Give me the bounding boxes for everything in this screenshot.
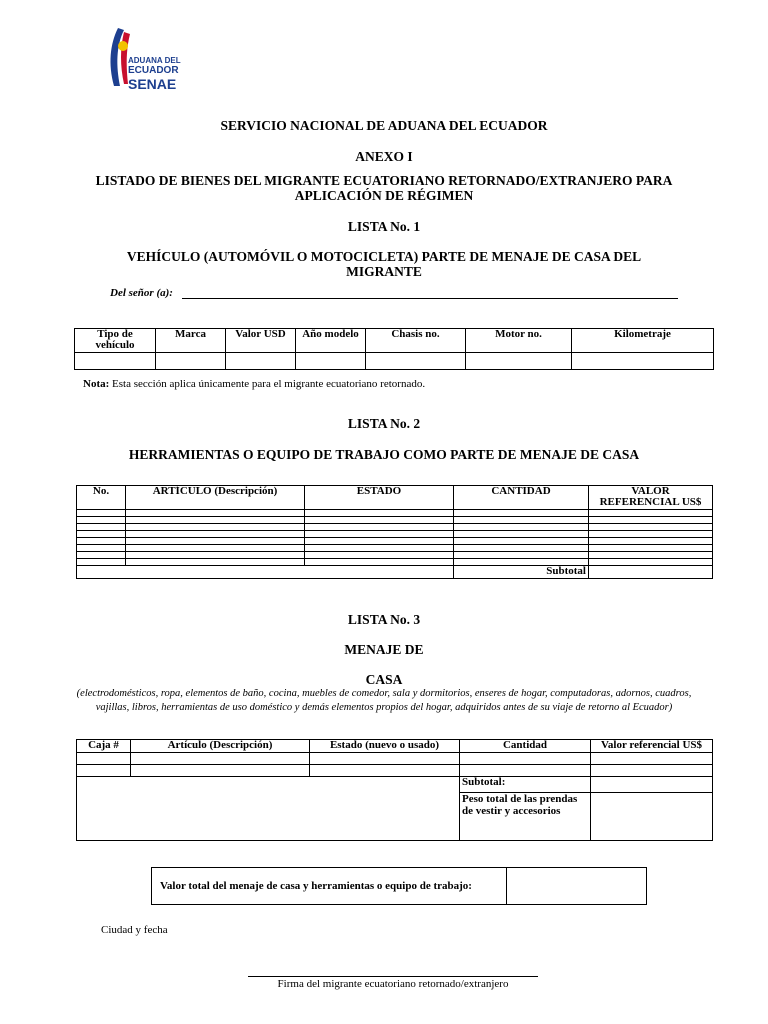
col-caja: Caja #	[77, 740, 131, 753]
subtotal-label: Subtotal	[454, 566, 589, 579]
col-tipo-vehiculo: Tipo de vehículo	[75, 329, 156, 353]
cell[interactable]	[296, 353, 366, 370]
cell[interactable]	[131, 753, 310, 765]
weight-value[interactable]	[591, 793, 713, 841]
cell[interactable]	[589, 552, 713, 559]
doc-title-line2: APLICACIÓN DE RÉGIMEN	[294, 188, 474, 203]
signature-label: Firma del migrante ecuatoriano retornado/extranjero	[277, 978, 509, 990]
cell[interactable]	[131, 765, 310, 777]
table-row	[77, 559, 713, 566]
cell[interactable]	[126, 538, 305, 545]
cell[interactable]	[126, 510, 305, 517]
cell[interactable]	[77, 510, 126, 517]
list2-label: LISTA No. 2	[347, 416, 421, 431]
cell[interactable]	[305, 538, 454, 545]
cell[interactable]	[75, 353, 156, 370]
cell[interactable]	[77, 559, 126, 566]
subtotal-row	[77, 777, 713, 793]
cell[interactable]	[126, 559, 305, 566]
logo-text-line1: ADUANA DEL	[128, 56, 181, 65]
cell[interactable]	[454, 531, 589, 538]
subtotal-label: Subtotal:	[460, 777, 591, 793]
cell[interactable]	[454, 510, 589, 517]
senae-logo	[104, 24, 188, 96]
subtotal-value[interactable]	[591, 777, 713, 793]
col-valor-referencial: VALOR REFERENCIAL US$	[589, 486, 713, 510]
signature-line[interactable]	[248, 976, 538, 977]
tools-table	[76, 485, 713, 579]
cell[interactable]	[305, 552, 454, 559]
col-valor-referencial: Valor referencial US$	[591, 740, 713, 753]
cell[interactable]	[305, 545, 454, 552]
cell	[77, 566, 454, 579]
col-articulo: Artículo (Descripción)	[131, 740, 310, 753]
col-kilometraje: Kilometraje	[572, 329, 714, 353]
list1-note	[83, 378, 425, 390]
cell[interactable]	[589, 538, 713, 545]
cell[interactable]	[77, 545, 126, 552]
subtotal-value[interactable]	[589, 566, 713, 579]
list1-title-line1: VEHÍCULO (AUTOMÓVIL O MOTOCICLETA) PARTE DE MENAJE DE CASA DEL	[126, 249, 642, 264]
cell[interactable]	[77, 531, 126, 538]
table-row	[77, 753, 713, 765]
cell[interactable]	[310, 765, 460, 777]
cell[interactable]	[460, 753, 591, 765]
cell[interactable]	[126, 552, 305, 559]
table-row	[77, 545, 713, 552]
cell[interactable]	[589, 510, 713, 517]
cell[interactable]	[77, 524, 126, 531]
list1-label: LISTA No. 1	[347, 219, 421, 234]
col-cantidad: CANTIDAD	[454, 486, 589, 510]
col-cantidad: Cantidad	[460, 740, 591, 753]
total-label: Valor total del menaje de casa y herramientas o equipo de trabajo:	[152, 868, 507, 905]
list3-title-line2: CASA	[365, 672, 403, 687]
cell[interactable]	[126, 524, 305, 531]
note-bold: Nota:	[83, 378, 110, 390]
table-row	[75, 353, 714, 370]
cell[interactable]	[126, 517, 305, 524]
weight-label: Peso total de las prendas de vestir y accesorios	[460, 793, 591, 841]
table-row	[77, 510, 713, 517]
cell[interactable]	[460, 765, 591, 777]
cell[interactable]	[305, 559, 454, 566]
cell[interactable]	[77, 753, 131, 765]
owner-label: Del señor (a):	[110, 287, 173, 299]
cell[interactable]	[454, 524, 589, 531]
org-title: SERVICIO NACIONAL DE ADUANA DEL ECUADOR	[220, 118, 548, 133]
cell[interactable]	[305, 524, 454, 531]
cell[interactable]	[226, 353, 296, 370]
cell[interactable]	[589, 524, 713, 531]
cell[interactable]	[305, 517, 454, 524]
table-row	[77, 517, 713, 524]
city-date-label: Ciudad y fecha	[101, 924, 168, 936]
list3-subtitle-line1: (electrodomésticos, ropa, elementos de baño, cocina, muebles de comedor, sala y dormitorios, enseres de hogar, computadoras, adornos, cuadros,	[76, 688, 692, 699]
list3-subtitle-line2: vajillas, libros, herramientas de uso doméstico y demás elementos propios del hogar, adquiridos antes de su viaje de retorno al Ecuador)	[95, 702, 673, 713]
household-table	[76, 739, 713, 841]
cell[interactable]	[77, 765, 131, 777]
col-motor: Motor no.	[466, 329, 572, 353]
cell[interactable]	[156, 353, 226, 370]
list1-title-line2: MIGRANTE	[346, 264, 422, 279]
table-row	[77, 538, 713, 545]
cell[interactable]	[454, 517, 589, 524]
list3-label: LISTA No. 3	[347, 612, 421, 627]
cell[interactable]	[126, 531, 305, 538]
col-marca: Marca	[156, 329, 226, 353]
cell[interactable]	[126, 545, 305, 552]
col-no: No.	[77, 486, 126, 510]
cell[interactable]	[589, 517, 713, 524]
list2-title: HERRAMIENTAS O EQUIPO DE TRABAJO COMO PARTE DE MENAJE DE CASA	[128, 447, 640, 462]
cell[interactable]	[77, 538, 126, 545]
owner-line[interactable]	[182, 298, 678, 299]
note-text: Esta sección aplica únicamente para el migrante ecuatoriano retornado.	[112, 378, 426, 390]
cell[interactable]	[310, 753, 460, 765]
col-estado: ESTADO	[305, 486, 454, 510]
cell[interactable]	[366, 353, 466, 370]
table-row	[77, 765, 713, 777]
total-value[interactable]	[507, 868, 647, 905]
total-table	[151, 867, 647, 905]
cell[interactable]	[589, 559, 713, 566]
cell[interactable]	[77, 517, 126, 524]
table-row	[77, 524, 713, 531]
cell[interactable]	[591, 765, 713, 777]
cell[interactable]	[591, 753, 713, 765]
cell[interactable]	[466, 353, 572, 370]
col-articulo: ARTÍCULO (Descripción)	[126, 486, 305, 510]
list3-title-line1: MENAJE DE	[344, 642, 424, 657]
cell[interactable]	[305, 510, 454, 517]
table-row	[77, 531, 713, 538]
col-chasis: Chasis no.	[366, 329, 466, 353]
cell	[77, 777, 460, 841]
cell[interactable]	[589, 531, 713, 538]
subtotal-row	[77, 566, 713, 579]
logo-text-line2: ECUADOR	[128, 65, 179, 76]
cell[interactable]	[305, 531, 454, 538]
vehicle-table	[74, 328, 714, 370]
annex-title: ANEXO I	[355, 149, 413, 164]
col-valor-usd: Valor USD	[226, 329, 296, 353]
cell[interactable]	[572, 353, 714, 370]
cell[interactable]	[454, 538, 589, 545]
doc-title-line1: LISTADO DE BIENES DEL MIGRANTE ECUATORIANO RETORNADO/EXTRANJERO PARA	[95, 173, 673, 188]
cell[interactable]	[589, 545, 713, 552]
col-estado: Estado (nuevo o usado)	[310, 740, 460, 753]
logo-text-line3: SENAE	[128, 76, 177, 92]
col-anio-modelo: Año modelo	[296, 329, 366, 353]
cell[interactable]	[454, 552, 589, 559]
cell[interactable]	[77, 552, 126, 559]
table-row	[77, 552, 713, 559]
cell[interactable]	[454, 545, 589, 552]
